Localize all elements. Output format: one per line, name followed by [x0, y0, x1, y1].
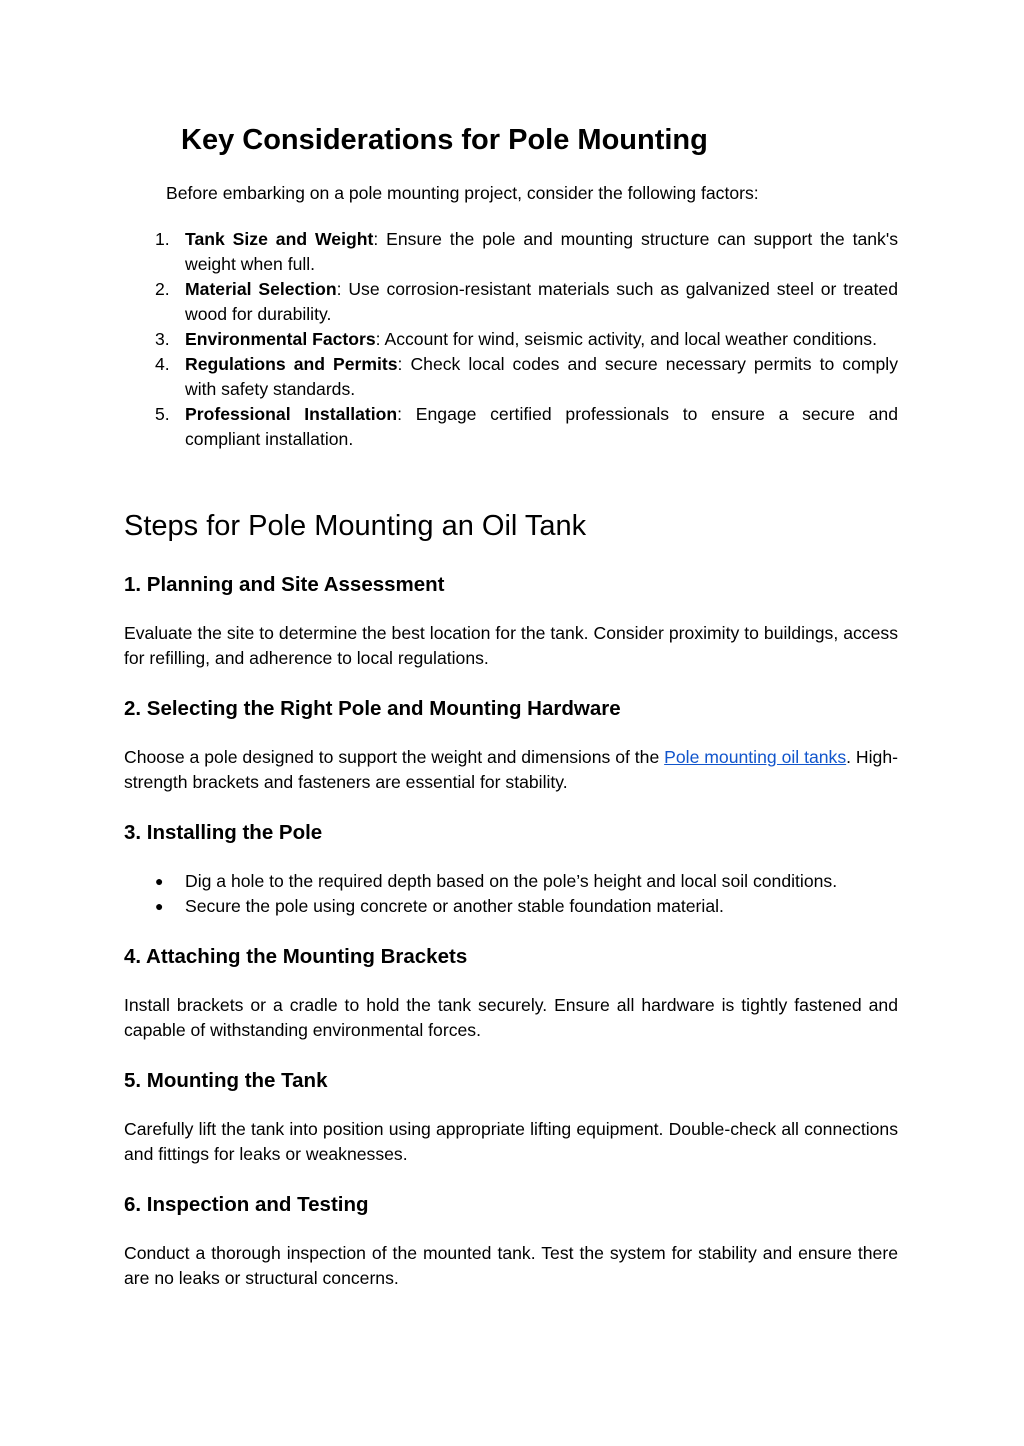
step-paragraph: Conduct a thorough inspection of the mounted tank. Test the system for stability and ensure there are no leaks or structural concerns.	[124, 1243, 898, 1288]
bullet-text: Dig a hole to the required depth based on the pole’s height and local soil conditions.	[185, 871, 838, 891]
bullet-text: Secure the pole using concrete or another stable foundation material.	[185, 896, 724, 916]
step-paragraph: Install brackets or a cradle to hold the tank securely. Ensure all hardware is tightly fastened and capable of withstanding environmental forces.	[124, 995, 898, 1040]
step-text-before-link: Choose a pole designed to support the weight and dimensions of the	[124, 747, 665, 767]
list-item-desc: : Account for wind, seismic activity, and local weather conditions.	[375, 329, 877, 349]
list-item	[124, 352, 898, 402]
step-text-after-link: . High-strength brackets and fasteners are essential for stability.	[124, 747, 898, 792]
list-number: 3.	[155, 329, 170, 349]
list-item	[124, 327, 898, 352]
list-item-term: Environmental Factors	[185, 329, 376, 349]
list-item-desc: : Engage certified professionals to ensure a secure and compliant installation.	[185, 404, 898, 449]
list-item	[124, 894, 898, 919]
intro-paragraph: Before embarking on a pole mounting project, consider the following factors:	[166, 183, 759, 203]
step-paragraph: Carefully lift the tank into position using appropriate lifting equipment. Double-check all connections and fittings for leaks or weaknesses.	[124, 1119, 898, 1164]
bullet-list	[124, 869, 898, 919]
step-heading: 6. Inspection and Testing	[124, 1193, 369, 1216]
list-item	[124, 227, 898, 277]
pole-mounting-oil-tanks-link[interactable]: Pole mounting oil tanks	[664, 747, 847, 767]
section-heading-steps: Steps for Pole Mounting an Oil Tank	[124, 510, 587, 542]
step-heading: 1. Planning and Site Assessment	[124, 573, 445, 596]
list-number: 5.	[155, 404, 170, 424]
bullet-dot-icon: ●	[155, 873, 164, 889]
list-number: 1.	[155, 229, 170, 249]
list-item-desc: : Ensure the pole and mounting structure can support the tank's weight when full.	[185, 229, 899, 274]
step-heading: 4. Attaching the Mounting Brackets	[124, 945, 468, 968]
list-item-term: Professional Installation	[185, 404, 398, 424]
step-paragraph-with-link	[124, 745, 898, 795]
list-item-term: Regulations and Permits	[185, 354, 398, 374]
list-number: 4.	[155, 354, 170, 374]
list-item-desc: : Use corrosion-resistant materials such as galvanized steel or treated wood for durability.	[185, 279, 898, 324]
section-heading-key-considerations: Key Considerations for Pole Mounting	[181, 124, 708, 156]
list-item	[124, 277, 898, 327]
step-paragraph: Evaluate the site to determine the best location for the tank. Consider proximity to buildings, access for refilling, and adherence to local regulations.	[124, 623, 898, 668]
list-item-term: Material Selection	[185, 279, 337, 299]
list-number: 2.	[155, 279, 170, 299]
step-heading: 5. Mounting the Tank	[124, 1069, 328, 1092]
bullet-dot-icon: ●	[155, 898, 164, 914]
list-item-desc: : Check local codes and secure necessary permits to comply with safety standards.	[185, 354, 899, 399]
considerations-list	[124, 227, 898, 452]
list-item-term: Tank Size and Weight	[185, 229, 374, 249]
list-item	[124, 869, 898, 894]
list-item	[124, 402, 898, 452]
step-heading: 2. Selecting the Right Pole and Mounting Hardware	[124, 697, 621, 720]
step-heading: 3. Installing the Pole	[124, 821, 323, 844]
